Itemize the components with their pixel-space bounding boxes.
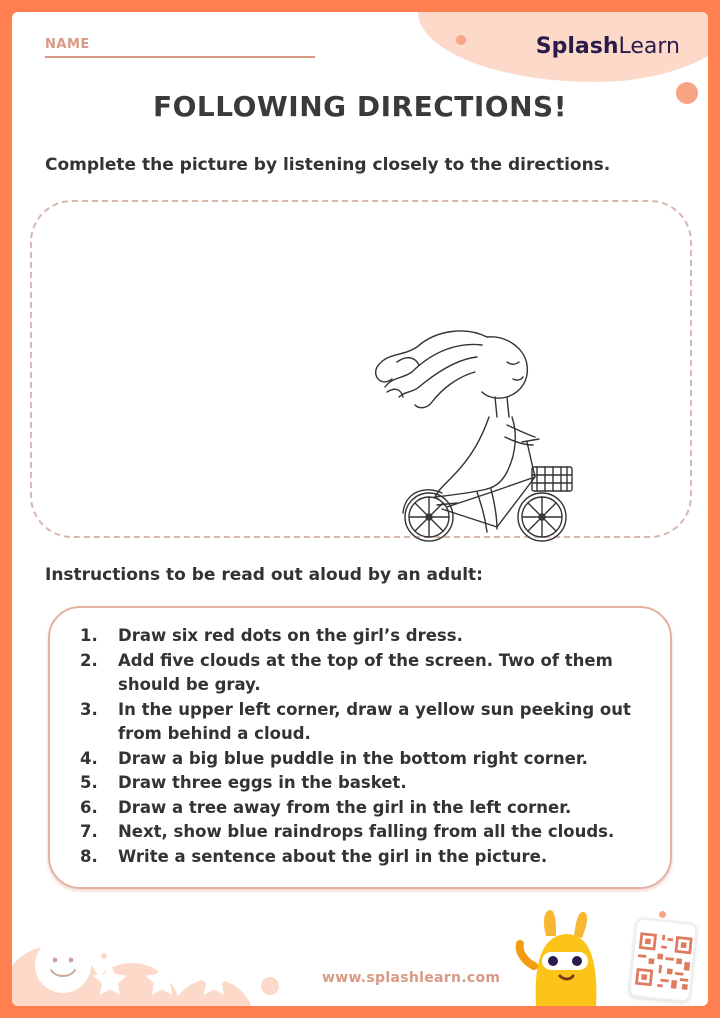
instruction-text: Write a sentence about the girl in the picture.	[118, 846, 548, 866]
qr-code-icon	[632, 929, 696, 993]
instruction-item	[80, 796, 656, 821]
instruction-item	[80, 698, 656, 747]
name-input-line[interactable]	[45, 56, 315, 58]
instructions-list	[80, 624, 656, 869]
smiley-icon	[34, 936, 92, 994]
instruction-item	[80, 624, 656, 649]
star-icon	[194, 960, 234, 1000]
star-icon	[90, 960, 130, 1000]
qr-code-card[interactable]	[628, 917, 698, 1003]
instruction-text: Add five clouds at the top of the screen. Two of them should be gray.	[118, 650, 613, 694]
instruction-text: Draw three eggs in the basket.	[118, 773, 407, 792]
splashlearn-logo	[536, 34, 680, 59]
instructions-heading: Instructions to be read out aloud by an adult:	[45, 565, 483, 585]
instruction-number: 5.	[80, 773, 98, 792]
name-label: NAME	[45, 37, 90, 52]
instruction-number: 6.	[80, 797, 98, 817]
instruction-number: 2.	[80, 650, 98, 670]
instruction-item	[80, 771, 656, 796]
instruction-number: 8.	[80, 846, 98, 866]
instruction-text: Draw six red dots on the girl’s dress.	[118, 626, 463, 645]
instruction-text: In the upper left corner, draw a yellow sun peeking out from behind a cloud.	[118, 699, 631, 743]
footer-url[interactable]: www.splashlearn.com	[322, 970, 501, 986]
instruction-item	[80, 649, 656, 698]
page-title: FOLLOWING DIRECTIONS!	[153, 90, 567, 123]
page-subtitle: Complete the picture by listening closely to the directions.	[45, 155, 611, 175]
instruction-number: 1.	[80, 626, 98, 645]
star-icon	[142, 960, 182, 1000]
instruction-number: 7.	[80, 822, 98, 841]
instruction-text: Draw a tree away from the girl in the left corner.	[118, 797, 572, 817]
decoration-dot	[456, 35, 466, 45]
instruction-number: 4.	[80, 748, 98, 768]
instruction-number: 3.	[80, 699, 98, 719]
instruction-text: Draw a big blue puddle in the bottom right corner.	[118, 748, 588, 768]
mascot-icon	[506, 906, 616, 1006]
worksheet-page	[12, 12, 708, 1006]
instruction-item	[80, 845, 656, 870]
logo-regular: Learn	[618, 34, 680, 59]
instruction-item	[80, 820, 656, 845]
instructions-box	[48, 606, 672, 889]
girl-on-bicycle-illustration	[357, 317, 577, 542]
instruction-text: Next, show blue raindrops falling from all the clouds.	[118, 822, 615, 841]
decoration-dot	[659, 911, 666, 918]
instruction-item	[80, 747, 656, 772]
logo-bold: Splash	[535, 34, 619, 59]
